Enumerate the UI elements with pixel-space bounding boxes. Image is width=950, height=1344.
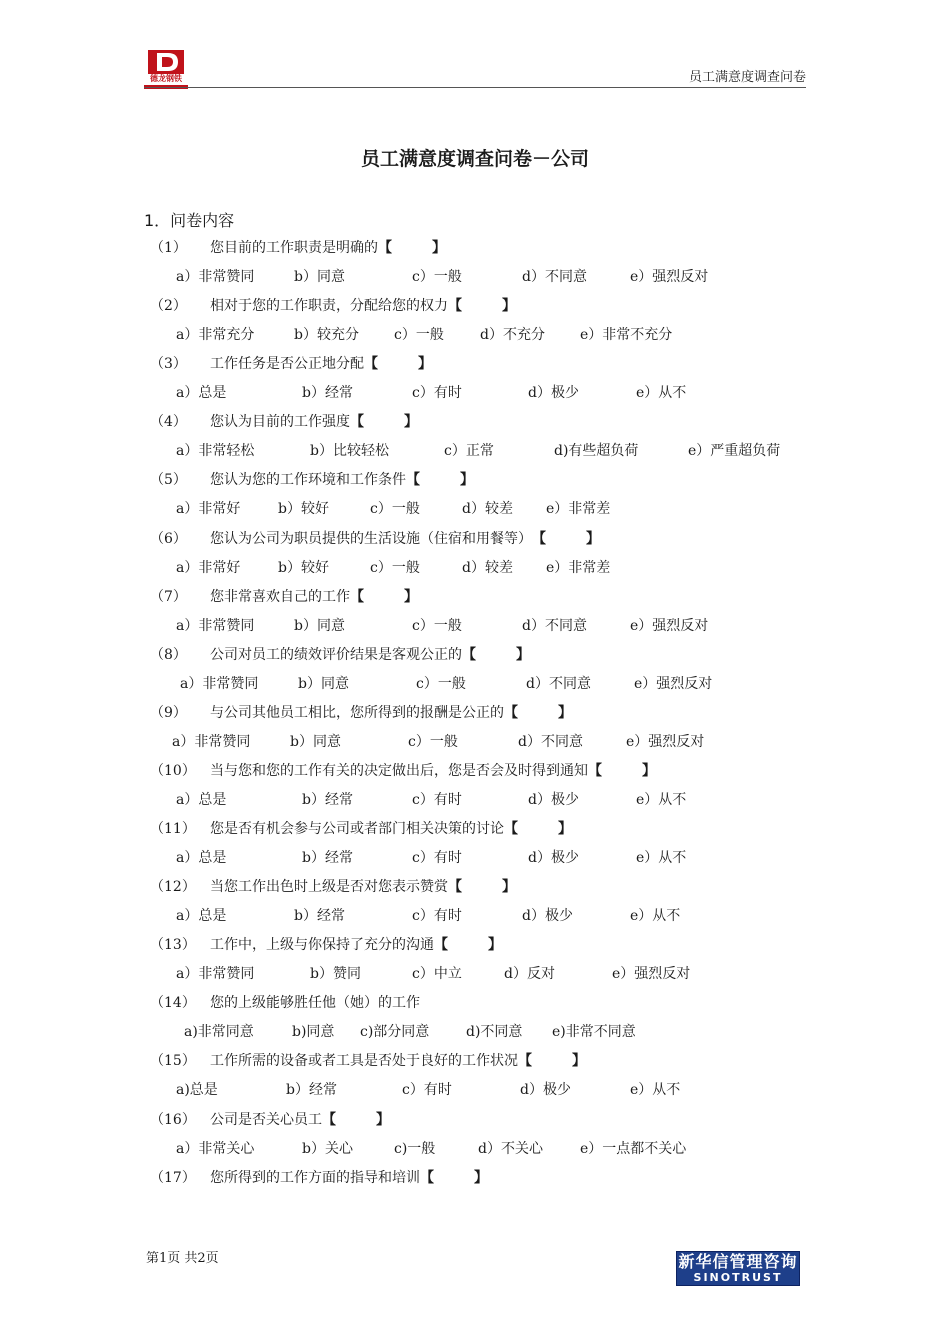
answer-option[interactable]: b）同意 <box>294 269 345 285</box>
question-text: 相对于您的工作职责，分配给您的权力 <box>210 298 448 315</box>
answer-bracket-close: 】 <box>432 240 446 256</box>
answer-option[interactable]: a）非常轻松 <box>176 443 255 460</box>
answer-bracket-open: 【 <box>350 414 364 431</box>
question-number: （16） <box>150 1111 196 1128</box>
question-row <box>150 296 516 316</box>
question-number: （13） <box>150 937 196 954</box>
question-number: （11） <box>150 821 196 837</box>
sinotrust-logo <box>676 1251 800 1286</box>
answer-option[interactable]: a）非常好 <box>176 559 241 576</box>
answer-option[interactable]: c）一般 <box>416 675 466 692</box>
answer-bracket-close: 】 <box>460 472 474 489</box>
question-text: 工作任务是否公正地分配 <box>210 356 364 373</box>
answer-option[interactable]: d）不关心 <box>478 1140 543 1157</box>
question-text: 您的上级能够胜任他（她）的工作 <box>210 995 420 1012</box>
answer-option[interactable]: b）经常 <box>302 385 353 402</box>
page-number: 第1页 共2页 <box>146 1251 219 1266</box>
answer-bracket-open: 【 <box>434 937 448 954</box>
question-row <box>150 238 446 258</box>
answer-option[interactable]: e）强烈反对 <box>612 966 691 983</box>
answer-bracket-close: 】 <box>404 414 418 431</box>
answer-bracket-close: 】 <box>474 1169 488 1186</box>
answer-option[interactable]: b）经常 <box>302 791 353 808</box>
question-row <box>150 1110 390 1130</box>
question-number: （7） <box>150 588 187 605</box>
answer-option[interactable]: c）一般 <box>370 501 420 518</box>
question-row <box>150 412 418 432</box>
answer-option[interactable]: c）有时 <box>402 1082 452 1099</box>
logo-mark-icon <box>148 50 184 74</box>
question-number: （14） <box>150 995 196 1012</box>
answer-option[interactable]: d）极少 <box>528 385 579 402</box>
question-row <box>150 529 600 549</box>
answer-option[interactable]: d）不充分 <box>480 327 545 344</box>
question-number: （8） <box>150 646 187 663</box>
answer-option[interactable]: e）强烈反对 <box>630 617 709 634</box>
question-text: 您认为公司为职员提供的生活设施（住宿和用餐等） <box>210 530 532 547</box>
question-row <box>150 1168 488 1188</box>
answer-option[interactable]: e）一点都不关心 <box>580 1140 687 1157</box>
answer-option[interactable]: a）非常关心 <box>176 1140 255 1157</box>
answer-option[interactable]: d）极少 <box>528 791 579 808</box>
question-text: 您认为目前的工作强度 <box>210 414 350 431</box>
answer-option[interactable]: c）有时 <box>412 908 462 925</box>
answer-option[interactable]: e）非常差 <box>546 559 611 576</box>
question-number: （10） <box>150 762 196 779</box>
question-row <box>150 993 420 1013</box>
answer-option[interactable]: a）非常赞同 <box>176 966 255 983</box>
question-text: 您认为您的工作环境和工作条件 <box>210 472 406 489</box>
answer-option[interactable]: d）不同意 <box>526 675 591 692</box>
answer-option[interactable]: d）反对 <box>504 966 555 983</box>
answer-bracket-close: 】 <box>586 530 600 547</box>
answer-option[interactable]: b）经常 <box>286 1082 337 1099</box>
answer-bracket-close: 】 <box>642 762 656 779</box>
answer-bracket-close: 】 <box>418 356 432 373</box>
answer-option[interactable]: b）关心 <box>302 1140 353 1157</box>
answer-bracket-close: 】 <box>376 1111 390 1128</box>
answer-bracket-close: 】 <box>558 704 572 721</box>
section-heading: 1．问卷内容 <box>144 211 235 230</box>
question-number: （2） <box>150 298 187 315</box>
answer-bracket-open: 【 <box>448 298 462 315</box>
question-text: 工作中，上级与你保持了充分的沟通 <box>210 937 434 954</box>
answer-option[interactable]: b）经常 <box>302 850 353 866</box>
answer-option[interactable]: b）同意 <box>294 617 345 634</box>
answer-option[interactable]: e）从不 <box>630 1082 681 1099</box>
answer-option[interactable]: e）强烈反对 <box>630 269 709 285</box>
question-number: （12） <box>150 879 196 896</box>
question-row <box>150 470 474 490</box>
answer-bracket-open: 【 <box>518 1053 532 1070</box>
answer-option[interactable]: a）总是 <box>176 908 227 925</box>
question-row <box>150 1051 586 1071</box>
header-divider <box>144 87 806 88</box>
answer-option[interactable]: e）非常不充分 <box>580 327 673 344</box>
answer-option[interactable]: e）非常差 <box>546 501 611 518</box>
question-number: （6） <box>150 530 187 547</box>
answer-option[interactable]: a）非常赞同 <box>176 617 255 634</box>
question-number: （17） <box>150 1169 196 1186</box>
answer-option[interactable]: e）严重超负荷 <box>688 443 781 460</box>
answer-option[interactable]: d）较差 <box>462 501 513 518</box>
question-number: （15） <box>150 1053 196 1070</box>
answer-option[interactable]: c）有时 <box>412 791 462 808</box>
answer-option[interactable]: a）总是 <box>176 385 227 402</box>
answer-option[interactable]: b）较充分 <box>294 327 359 344</box>
question-text: 公司是否关心员工 <box>210 1111 322 1128</box>
answer-bracket-open: 【 <box>350 588 364 605</box>
question-text: 与公司其他员工相比，您所得到的报酬是公正的 <box>210 704 504 721</box>
answer-option[interactable]: a）总是 <box>176 791 227 808</box>
answer-bracket-close: 】 <box>404 588 418 605</box>
answer-bracket-open: 【 <box>364 356 378 373</box>
question-row <box>150 935 502 955</box>
answer-option[interactable]: e）从不 <box>636 385 687 402</box>
answer-option[interactable]: c）中立 <box>412 966 462 983</box>
answer-option[interactable]: d）极少 <box>520 1082 571 1099</box>
answer-option[interactable]: b）同意 <box>298 675 349 692</box>
answer-option[interactable]: b）同意 <box>290 733 341 750</box>
answer-option[interactable]: b）比较轻松 <box>310 443 389 460</box>
answer-option[interactable]: d）极少 <box>528 850 579 866</box>
answer-bracket-open: 【 <box>420 1169 434 1186</box>
answer-option[interactable]: a）非常赞同 <box>176 269 255 285</box>
question-row <box>150 645 530 665</box>
answer-bracket-open: 【 <box>532 530 546 547</box>
answer-option[interactable]: c）一般 <box>412 269 462 285</box>
answer-option[interactable]: c)部分同意 <box>360 1024 430 1041</box>
answer-option[interactable]: a）总是 <box>176 850 227 866</box>
answer-bracket-close: 】 <box>502 879 516 896</box>
answer-bracket-close: 】 <box>572 1053 586 1070</box>
answer-option[interactable]: b）较好 <box>278 559 329 576</box>
question-number: （4） <box>150 414 187 431</box>
sinotrust-logo-en: SINOTRUST <box>693 1271 783 1284</box>
question-number: （1） <box>150 240 187 256</box>
answer-option[interactable]: a）非常好 <box>176 501 241 518</box>
question-text: 公司对员工的绩效评价结果是客观公正的 <box>210 646 462 663</box>
answer-option[interactable]: c）一般 <box>412 617 462 634</box>
answer-bracket-open: 【 <box>504 821 518 837</box>
header-title: 员工满意度调查问卷 <box>688 70 806 85</box>
answer-option[interactable]: c）一般 <box>408 733 458 750</box>
answer-option[interactable]: c）一般 <box>394 327 444 344</box>
answer-option[interactable]: b）赞同 <box>310 966 361 983</box>
answer-bracket-open: 【 <box>406 472 420 489</box>
answer-option[interactable]: e)非常不同意 <box>552 1024 636 1041</box>
answer-option[interactable]: c）有时 <box>412 385 462 402</box>
answer-option[interactable]: b)同意 <box>292 1024 335 1041</box>
question-number: （9） <box>150 704 187 721</box>
answer-option[interactable]: e）从不 <box>636 791 687 808</box>
answer-option[interactable]: d）极少 <box>522 908 573 925</box>
answer-bracket-open: 【 <box>322 1111 336 1128</box>
question-text: 您目前的工作职责是明确的 <box>210 240 378 256</box>
answer-option[interactable]: d)有些超负荷 <box>554 443 639 460</box>
question-text: 当与您和您的工作有关的决定做出后，您是否会及时得到通知 <box>210 762 588 779</box>
answer-option[interactable]: a）非常赞同 <box>180 675 259 692</box>
answer-option[interactable]: e）从不 <box>636 850 687 866</box>
question-row <box>150 587 418 607</box>
answer-option[interactable]: e）强烈反对 <box>626 733 705 750</box>
question-row <box>150 877 516 897</box>
question-row <box>150 761 656 781</box>
sinotrust-logo-cn: 新华信管理咨询 <box>678 1252 798 1271</box>
question-number: （3） <box>150 356 187 373</box>
answer-bracket-close: 】 <box>558 821 572 837</box>
answer-bracket-open: 【 <box>378 240 392 256</box>
question-row <box>150 819 572 839</box>
answer-option[interactable]: b）较好 <box>278 501 329 518</box>
answer-bracket-open: 【 <box>588 762 602 779</box>
answer-option[interactable]: d）不同意 <box>522 269 587 285</box>
answer-option[interactable]: a)非常同意 <box>184 1024 254 1041</box>
answer-option[interactable]: d）不同意 <box>518 733 583 750</box>
logo-text: 德龙钢铁 <box>150 74 182 83</box>
answer-bracket-open: 【 <box>448 879 462 896</box>
answer-option[interactable]: d)不同意 <box>466 1024 523 1041</box>
answer-bracket-open: 【 <box>462 646 476 663</box>
question-row <box>150 354 432 374</box>
question-text: 工作所需的设备或者工具是否处于良好的工作状况 <box>210 1053 518 1070</box>
answer-option[interactable]: c）正常 <box>444 443 494 460</box>
answer-option[interactable]: c)一般 <box>394 1140 436 1157</box>
answer-bracket-open: 【 <box>504 704 518 721</box>
answer-bracket-close: 】 <box>516 646 530 663</box>
answer-option[interactable]: e）强烈反对 <box>634 675 713 692</box>
answer-option[interactable]: d）不同意 <box>522 617 587 634</box>
question-text: 您非常喜欢自己的工作 <box>210 588 350 605</box>
answer-bracket-close: 】 <box>502 298 516 315</box>
answer-bracket-close: 】 <box>488 937 502 954</box>
answer-option[interactable]: e）从不 <box>630 908 681 925</box>
company-logo <box>144 50 188 90</box>
question-row <box>150 703 572 723</box>
answer-option[interactable]: b）经常 <box>294 908 345 925</box>
answer-option[interactable]: a)总是 <box>176 1082 218 1099</box>
question-number: （5） <box>150 472 187 489</box>
answer-option[interactable]: c）有时 <box>412 850 462 866</box>
question-text: 您是否有机会参与公司或者部门相关决策的讨论 <box>210 821 504 837</box>
question-text: 当您工作出色时上级是否对您表示赞赏 <box>210 879 448 896</box>
answer-option[interactable]: a）非常赞同 <box>172 733 251 750</box>
answer-option[interactable]: d）较差 <box>462 559 513 576</box>
document-title: 员工满意度调查问卷－公司 <box>360 148 589 170</box>
answer-option[interactable]: a）非常充分 <box>176 327 255 344</box>
answer-option[interactable]: c）一般 <box>370 559 420 576</box>
question-text: 您所得到的工作方面的指导和培训 <box>210 1169 420 1186</box>
